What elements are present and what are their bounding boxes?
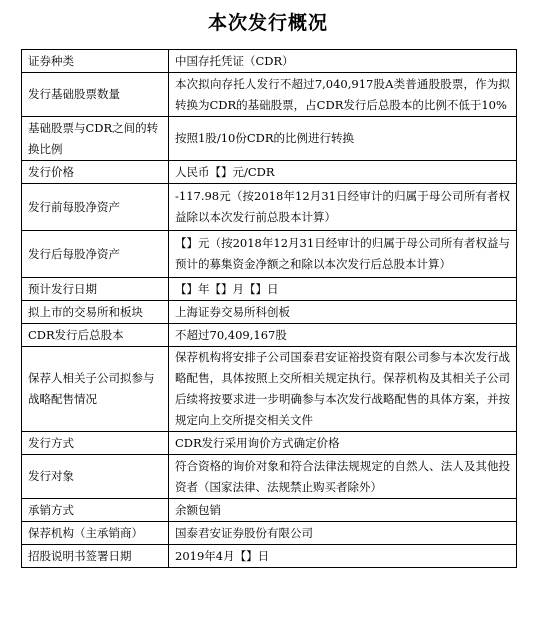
table-row xyxy=(22,301,517,324)
table-row xyxy=(22,161,517,184)
table-row xyxy=(22,347,517,432)
row-label: 发行前每股净资产 xyxy=(22,184,169,231)
row-label: 证券种类 xyxy=(22,50,169,73)
row-value: 符合资格的询价对象和符合法律法规规定的自然人、法人及其他投资者（国家法律、法规禁止购买者除外） xyxy=(169,455,517,499)
row-value: 【】年【】月【】日 xyxy=(169,278,517,301)
table-row xyxy=(22,455,517,499)
row-label: 拟上市的交易所和板块 xyxy=(22,301,169,324)
table-row xyxy=(22,545,517,568)
row-label: CDR发行后总股本 xyxy=(22,324,169,347)
row-value: 不超过70,409,167股 xyxy=(169,324,517,347)
table-row xyxy=(22,184,517,231)
row-value: 国泰君安证券股份有限公司 xyxy=(169,522,517,545)
table-row xyxy=(22,231,517,278)
row-value: CDR发行采用询价方式确定价格 xyxy=(169,432,517,455)
row-label: 发行方式 xyxy=(22,432,169,455)
page-title: 本次发行概况 xyxy=(207,12,328,34)
row-label: 招股说明书签署日期 xyxy=(22,545,169,568)
row-label: 保荐机构（主承销商） xyxy=(22,522,169,545)
row-value: 2019年4月【】日 xyxy=(169,545,517,568)
table-row xyxy=(22,73,517,117)
table-row xyxy=(22,278,517,301)
table-row xyxy=(22,50,517,73)
row-value: 按照1股/10份CDR的比例进行转换 xyxy=(169,117,517,161)
row-label: 预计发行日期 xyxy=(22,278,169,301)
row-label: 保荐人相关子公司拟参与战略配售情况 xyxy=(22,347,169,432)
row-value: 上海证券交易所科创板 xyxy=(169,301,517,324)
row-label: 发行价格 xyxy=(22,161,169,184)
row-value: 中国存托凭证（CDR） xyxy=(169,50,517,73)
row-label: 发行后每股净资产 xyxy=(22,231,169,278)
offering-summary-table xyxy=(21,49,517,568)
row-value: 【】元（按2018年12月31日经审计的归属于母公司所有者权益与预计的募集资金净额之和除以本次发行后总股本计算） xyxy=(169,231,517,278)
table-row xyxy=(22,117,517,161)
row-value: -117.98元（按2018年12月31日经审计的归属于母公司所有者权益除以本次发行前总股本计算） xyxy=(169,184,517,231)
row-value: 本次拟向存托人发行不超过7,040,917股A类普通股股票，作为拟转换为CDR的基础股票，占CDR发行后总股本的比例不低于10% xyxy=(169,73,517,117)
table-row xyxy=(22,522,517,545)
row-value: 余额包销 xyxy=(169,499,517,522)
row-label: 发行对象 xyxy=(22,455,169,499)
table-row xyxy=(22,432,517,455)
row-label: 承销方式 xyxy=(22,499,169,522)
row-label: 发行基础股票数量 xyxy=(22,73,169,117)
row-value: 保荐机构将安排子公司国泰君安证裕投资有限公司参与本次发行战略配售，具体按照上交所相关规定执行。保荐机构及其相关子公司后续将按要求进一步明确参与本次发行战略配售的具体方案，并按规定向上交所提交相关文件 xyxy=(169,347,517,432)
row-value: 人民币【】元/CDR xyxy=(169,161,517,184)
row-label: 基础股票与CDR之间的转换比例 xyxy=(22,117,169,161)
table-row xyxy=(22,499,517,522)
table-row xyxy=(22,324,517,347)
